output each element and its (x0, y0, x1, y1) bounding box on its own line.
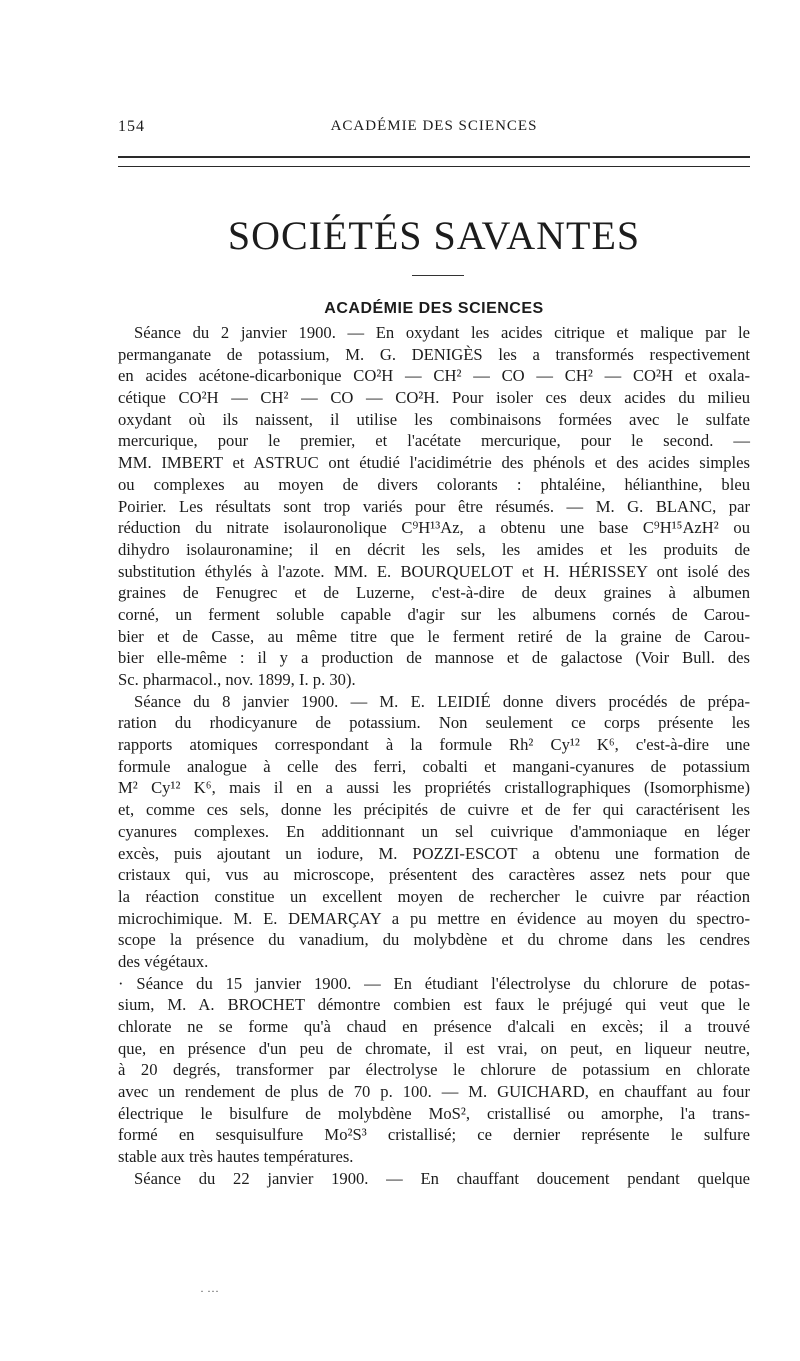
text-line: avec un rendement de plus de 70 p. 100. — M. GUICHARD, en chauffant au four (118, 1082, 750, 1102)
text-line: stable aux très hautes températures. (118, 1147, 354, 1167)
text-line: cyanures complexes. En additionnant un sel cuivrique d'ammoniaque en léger (118, 821, 750, 841)
text-line: électrique le bisulfure de molybdène MoS², cristallisé ou amorphe, l'a trans- (118, 1103, 750, 1123)
text-line: MM. IMBERT et ASTRUC ont étudié l'acidimétrie des phénols et des acides simples (118, 453, 750, 473)
text-line: ration du rhodicyanure de potassium. Non seulement ce corps présente les (118, 713, 750, 733)
text-line: Séance du 22 janvier 1900. — En chauffant doucement pendant quelque (134, 1168, 750, 1188)
running-head (118, 118, 750, 140)
page-number: 154 (118, 118, 145, 135)
text-line: microchimique. M. E. DEMARÇAY a pu mettre en évidence au moyen du spectro- (118, 908, 750, 928)
text-line: chlorate ne se forme qu'à chaud en présence d'alcali en excès; il a trouvé (118, 1017, 750, 1036)
text-line: en acides acétone-dicarbonique CO²H — CH² — CO — CH² — CO²H et oxala- (118, 366, 750, 386)
text-line: à 20 degrés, transformer par électrolyse le chlorure de potassium en chlorate (118, 1060, 750, 1080)
text-line: réduction du nitrate isolauronolique C⁹H¹³Az, a obtenu une base C⁹H¹⁵AzH² ou (118, 518, 750, 538)
title-divider (412, 275, 464, 276)
text-line: formule analogue à celle des ferri, cobalti et mangani-cyanures de potassium (118, 756, 750, 776)
page-mark: · ··· (200, 1284, 219, 1298)
text-line: substitution éthylés à l'azote. MM. E. BOURQUELOT et H. HÉRISSEY ont isolé des (118, 561, 750, 581)
text-line: formé en sesquisulfure Mo²S³ cristallisé; ce dernier représente le sulfure (118, 1125, 750, 1145)
text-line: des végétaux. (118, 951, 209, 971)
text-line: cristaux qui, vus au microscope, présentent des caractères assez nets pour que (118, 865, 750, 885)
running-title: ACADÉMIE DES SCIENCES (330, 118, 538, 134)
text-line: permanganate de potassium, M. G. DENIGÈS les a transformés respectivement (118, 344, 750, 364)
text-line: bier et de Casse, au même titre que le ferment retiré de la graine de Carou- (118, 626, 750, 646)
text-line: excès, puis ajoutant un iodure, M. POZZI-ESCOT a obtenu une formation de (118, 843, 750, 863)
text-line: Poirier. Les résultats sont trop variés pour être résumés. — M. G. BLANC, par (118, 496, 750, 516)
text-line: mercurique, pour le premier, et l'acétate mercurique, pour le second. — (118, 431, 750, 451)
text-line: scope la présence du vanadium, du molybdène et du chrome dans les cendres (118, 930, 750, 950)
text-line: bier elle-même : il y a production de mannose et de galactose (Voir Bull. des (118, 648, 750, 668)
text-line: Sc. pharmacol., nov. 1899, I. p. 30). (118, 670, 356, 689)
text-line: ou complexes au moyen de divers colorants : phtaléine, hélianthine, bleu (118, 474, 750, 494)
text-line: dihydro isolauronamine; il en décrit les sels, les amides et les produits de (118, 539, 750, 559)
section-title: SOCIÉTÉS SAVANTES (227, 213, 641, 258)
text-line: · Séance du 15 janvier 1900. — En étudiant l'électrolyse du chlorure de potas- (118, 973, 750, 993)
text-line: que, en présence d'un peu de chromate, il est vrai, on peut, en liqueur neutre, (118, 1038, 750, 1058)
text-line: Séance du 8 janvier 1900. — M. E. LEIDIÉ donne divers procédés de prépa- (134, 691, 750, 711)
header-rule-thin (118, 166, 750, 167)
text-line: Séance du 2 janvier 1900. — En oxydant les acides citrique et malique par le (134, 323, 750, 342)
text-line: M² Cy¹² K⁶, mais il en a aussi les propriétés cristallographiques (Isomorphisme) (118, 778, 750, 798)
subsection-title: ACADÉMIE DES SCIENCES (324, 300, 544, 317)
text-line: et, comme ces sels, donne les précipités de cuivre et de fer qui caractérisent les (118, 800, 750, 820)
header-rule-thick (118, 156, 750, 158)
text-line: rapports atomiques correspondant à la formule Rh² Cy¹² K⁶, c'est-à-dire une (118, 735, 750, 755)
text-line: cétique CO²H — CH² — CO — CO²H. Pour isoler ces deux acides du milieu (118, 388, 750, 408)
text-line: graines de Fenugrec et de Luzerne, c'est-à-dire de deux graines à albumen (118, 583, 750, 603)
text-line: corné, un ferment soluble capable d'agir sur les albumens cornés de Carou- (118, 604, 750, 624)
text-line: sium, M. A. BROCHET démontre combien est faux le préjugé qui veut que le (118, 995, 750, 1015)
text-line: oxydant où ils naissent, il utilise les combinaisons formées avec le sulfate (118, 409, 750, 429)
text-line: la réaction constitue un excellent moyen de rechercher le cuivre par réaction (118, 886, 750, 906)
article-body (118, 322, 750, 1190)
